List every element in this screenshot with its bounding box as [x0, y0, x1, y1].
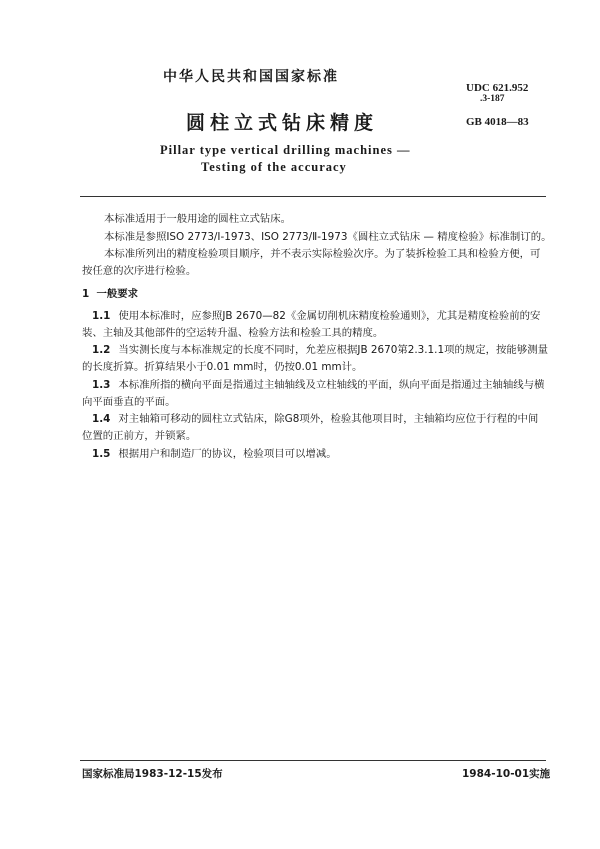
- clause-text: 对主轴箱可移动的圆柱立式钻床，除G8项外，检验其他项目时，主轴箱均应位于行程的中间: [118, 413, 539, 425]
- document-title-en-1: Pillar type vertical drilling machines —: [160, 143, 411, 157]
- document-title-en-2: Testing of the accuracy: [201, 160, 347, 174]
- clause-1-4-cont: 位置的正前方，并锁紧。: [82, 430, 197, 442]
- issue-date: 国家标准局1983-12-15发布: [82, 768, 223, 780]
- intro-paragraph-3: 本标准所列出的精度检验项目顺序，并不表示实际检验次序。为了装拆检验工具和检验方便，可: [104, 248, 541, 260]
- clause-1-5: [92, 445, 337, 460]
- gb-number: GB 4018—83: [466, 116, 529, 128]
- clause-1-1-cont: 装、主轴及其他部件的空运转升温、检验方法和检验工具的精度。: [82, 327, 384, 339]
- intro-paragraph-3-cont: 按任意的次序进行检验。: [82, 265, 197, 277]
- intro-paragraph-2: 本标准是参照ISO 2773/Ⅰ-1973、ISO 2773/Ⅱ-1973《圆柱立式钻床 — 精度检验》标准制订的。: [104, 231, 552, 243]
- clause-1-2: [92, 341, 548, 356]
- clause-text: 当实测长度与本标准规定的长度不同时，允差应根据JB 2670第2.3.1.1项的规定，按能够测量: [118, 344, 548, 356]
- intro-paragraph-1: 本标准适用于一般用途的圆柱立式钻床。: [104, 213, 292, 225]
- clause-number: 1.1: [92, 310, 111, 322]
- clause-number: 1.5: [92, 448, 111, 460]
- effective-date: 1984-10-01实施: [462, 768, 551, 780]
- clause-number: 1.3: [92, 379, 111, 391]
- section-heading: 1 一般要求: [82, 288, 139, 300]
- clause-1-3-cont: 向平面垂直的平面。: [82, 396, 176, 408]
- clause-1-4: [92, 410, 538, 425]
- udc-code-continued: .3-187: [480, 94, 505, 104]
- footer-divider: [80, 760, 546, 761]
- udc-code: UDC 621.952: [466, 82, 529, 94]
- header-divider: [80, 196, 546, 197]
- document-title-cn: 圆柱立式钻床精度: [186, 112, 379, 134]
- clause-number: 1.4: [92, 413, 111, 425]
- clause-1-2-cont: 的长度折算。折算结果小于0.01 mm时，仍按0.01 mm计。: [82, 361, 363, 373]
- clause-text: 使用本标准时，应参照JB 2670—82《金属切削机床精度检验通则》，尤其是精度检验前的安: [118, 310, 541, 322]
- clause-1-1: [92, 307, 540, 322]
- clause-text: 根据用户和制造厂的协议，检验项目可以增减。: [118, 448, 337, 460]
- national-standard-label: 中华人民共和国国家标准: [163, 69, 339, 85]
- clause-1-3: [92, 376, 544, 391]
- clause-number: 1.2: [92, 344, 111, 356]
- clause-text: 本标准所指的横向平面是指通过主轴轴线及立柱轴线的平面，纵向平面是指通过主轴轴线与横: [118, 379, 545, 391]
